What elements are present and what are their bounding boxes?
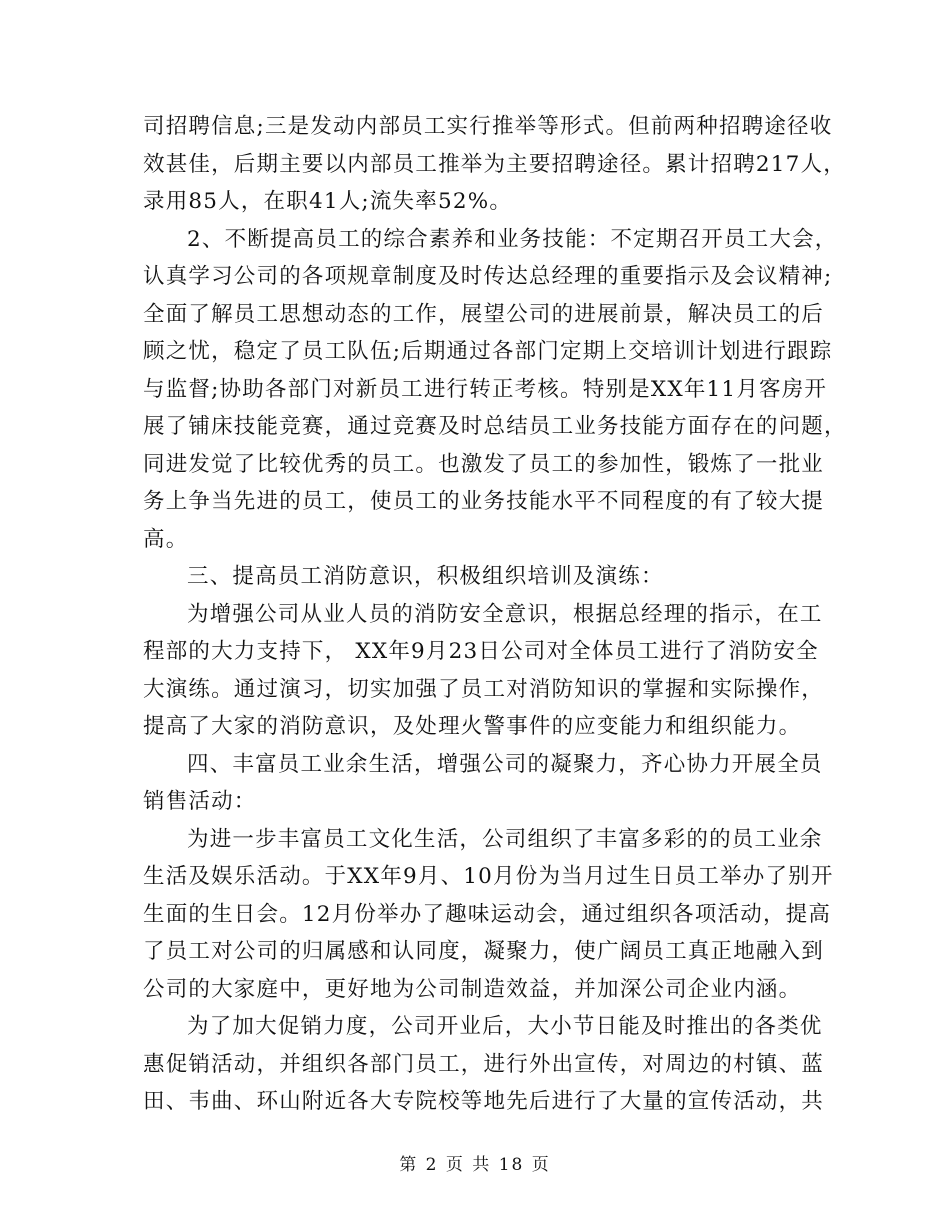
text-line: 提高了大家的消防意识，及处理火警事件的应变能力和组织能力。 (143, 714, 802, 739)
text-line: 田、韦曲、环山附近各大专院校等地先后进行了大量的宣传活动，共 (143, 1089, 825, 1114)
text-line: 公司的大家庭中，更好地为公司制造效益，并加深公司企业内涵。 (143, 976, 802, 1002)
text-line: 务上争当先进的员工，使员工的业务技能水平不同程度的有了较大提 (143, 489, 825, 514)
text-line: 惠促销活动，并组织各部门员工，进行外出宣传，对周边的村镇、蓝 (143, 1051, 825, 1077)
text-line: 认真学习公司的各项规章制度及时传达总经理的重要指示及会议精神; (143, 264, 833, 289)
text-line: 效甚佳，后期主要以内部员工推举为主要招聘途径。累计招聘217人， (143, 151, 846, 177)
text-line: 录用85人，在职41人;流失率52%。 (143, 189, 513, 214)
text-line: 展了铺床技能竞赛，通过竞赛及时总结员工业务技能方面存在的问题， (143, 414, 847, 439)
text-line: 全面了解员工思想动态的工作，展望公司的进展前景，解决员工的后 (143, 301, 825, 327)
document-body (143, 108, 847, 1121)
text-line: 了员工对公司的归属感和认同度，凝聚力，使广阔员工真正地融入到 (143, 939, 825, 964)
text-line: 顾之忧，稳定了员工队伍;后期通过各部门定期上交培训计划进行跟踪 (143, 339, 833, 364)
text-line: 生活及娱乐活动。于XX年9月、10月份为当月过生日员工举办了别开 (143, 864, 834, 889)
text-line: 大演练。通过演习，切实加强了员工对消防知识的掌握和实际操作， (143, 676, 825, 702)
text-line: 程部的大力支持下， XX年9月23日公司对全体员工进行了消防安全 (143, 639, 819, 664)
text-line: 同进发觉了比较优秀的员工。也激发了员工的参加性，锻炼了一批业 (143, 451, 825, 477)
section-heading-2: 2、不断提高员工的综合素养和业务技能：不定期召开员工大会， (187, 226, 838, 252)
paragraph-start: 为进一步丰富员工文化生活，公司组织了丰富多彩的的员工业余 (187, 826, 823, 852)
text-line: 生面的生日会。12月份举办了趣味运动会，通过组织各项活动，提高 (143, 901, 832, 927)
paragraph-start: 为增强公司从业人员的消防安全意识，根据总经理的指示，在工 (187, 601, 823, 627)
text-line: 销售活动： (143, 789, 257, 814)
section-heading-4: 四、丰富员工业余生活，增强公司的凝聚力，齐心协力开展全员 (187, 751, 823, 777)
text-line: 高。 (143, 526, 189, 552)
text-line: 司招聘信息;三是发动内部员工实行推举等形式。但前两种招聘途径收 (143, 114, 833, 139)
section-heading-3: 三、提高员工消防意识，积极组织培训及演练： (187, 564, 664, 589)
paragraph-start: 为了加大促销力度，公司开业后，大小节日能及时推出的各类优 (187, 1014, 823, 1039)
page-number-footer: 第 2 页 共 18 页 (399, 1155, 551, 1175)
text-line: 与监督;协助各部门对新员工进行转正考核。特别是XX年11月客房开 (143, 376, 828, 402)
